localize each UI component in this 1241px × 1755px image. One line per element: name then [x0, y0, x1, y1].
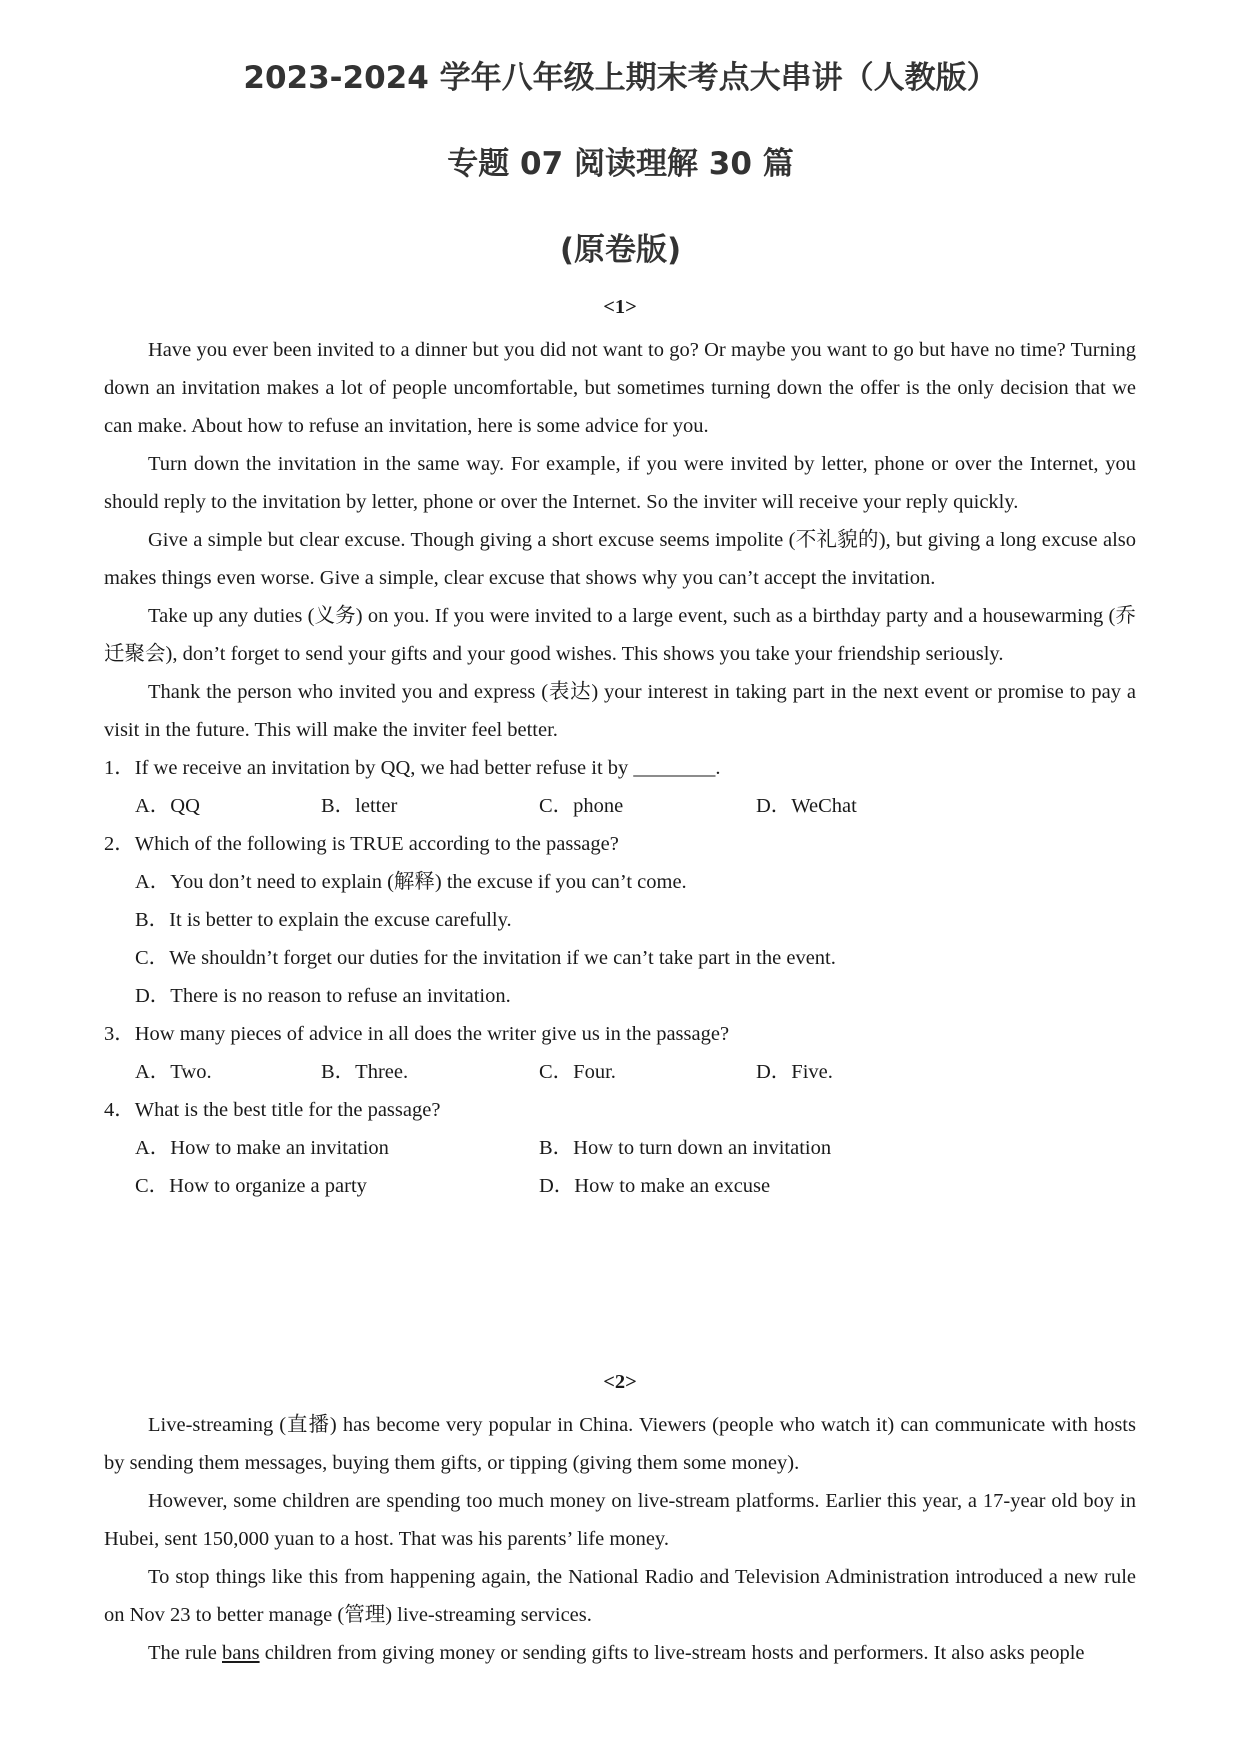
option-c: C．Four. [539, 1061, 616, 1083]
question-3 [104, 1015, 1136, 1091]
option-d: D．WeChat [756, 795, 857, 817]
question-2 [104, 825, 1136, 1015]
paragraph-text: The rule [148, 1642, 222, 1664]
passage-1-section [104, 288, 1136, 1205]
option-d: D．How to make an excuse [539, 1175, 771, 1197]
option-a: A．How to make an invitation [135, 1137, 389, 1159]
passage-2-paragraph: Live-streaming (直播) has become very popular in China. Viewers (people who watch it) can communicate with hosts by sending them messages, buying them gifts, or tipping (giving them some money). [104, 1414, 1136, 1474]
option-a: A．You don’t need to explain (解释) the excuse if you can’t come. [135, 871, 687, 893]
passage-2-section [104, 1363, 1136, 1672]
passage-2-paragraph: To stop things like this from happening again, the National Radio and Television Administration introduced a new rule on Nov 23 to better manage (管理) live-streaming services. [104, 1566, 1136, 1626]
question-options-row-2 [104, 1167, 1136, 1205]
passage-2-paragraph: However, some children are spending too much money on live-stream platforms. Earlier this year, a 17-year old boy in Hubei, sent 150,000 yuan to a host. That was his parents’ life money. [104, 1490, 1136, 1550]
option-b: B．It is better to explain the excuse carefully. [135, 909, 512, 931]
question-4 [104, 1091, 1136, 1205]
document-subtitle: 专题 07 阅读理解 30 篇 [447, 146, 794, 182]
option-d: D．Five. [756, 1061, 833, 1083]
passage-2-heading: <2> [603, 1371, 637, 1393]
option-b: B．How to turn down an invitation [539, 1137, 832, 1159]
passage-1-paragraph: Thank the person who invited you and express (表达) your interest in taking part in the next event or promise to pay a visit in the future. This will make the inviter feel better. [104, 681, 1136, 741]
question-stem: 4．What is the best title for the passage? [104, 1099, 441, 1121]
passage-1-paragraph: Give a simple but clear excuse. Though giving a short excuse seems impolite (不礼貌的), but giving a long excuse also makes things even worse. Give a simple, clear excuse that shows why you can’t accept the invitation. [104, 529, 1136, 589]
question-options-row-1 [104, 1129, 1136, 1167]
question-1 [104, 749, 1136, 825]
paragraph-text: children from giving money or sending gifts to live-stream hosts and performers. It also asks people [259, 1642, 1085, 1664]
question-options [104, 1053, 1136, 1091]
option-c: C．phone [539, 795, 624, 817]
option-d: D．There is no reason to refuse an invitation. [135, 985, 511, 1007]
option-b: B．letter [321, 795, 398, 817]
option-c: C．How to organize a party [135, 1175, 367, 1197]
option-b: B．Three. [321, 1061, 409, 1083]
document-version-label: (原卷版) [559, 232, 682, 268]
option-c: C．We shouldn’t forget our duties for the invitation if we can’t take part in the event. [135, 947, 836, 969]
option-a: A．QQ [135, 795, 200, 817]
option-a: A．Two. [135, 1061, 212, 1083]
question-stem: 3．How many pieces of advice in all does the writer give us in the passage? [104, 1023, 730, 1045]
passage-1-paragraph: Turn down the invitation in the same way. For example, if you were invited by letter, phone or over the Internet, you should reply to the invitation by letter, phone or over the Internet. So the inviter will receive your reply quickly. [104, 453, 1136, 513]
passage-2-paragraph [104, 1634, 1136, 1672]
underlined-word: bans [222, 1642, 260, 1664]
document-title: 2023-2024 学年八年级上期末考点大串讲（人教版） [243, 60, 998, 96]
question-stem: 1．If we receive an invitation by QQ, we had better refuse it by ________. [104, 757, 721, 779]
question-options [104, 787, 1136, 825]
question-stem: 2．Which of the following is TRUE according to the passage? [104, 833, 619, 855]
passage-1-heading: <1> [603, 296, 637, 318]
passage-1-paragraph: Take up any duties (义务) on you. If you were invited to a large event, such as a birthday party and a housewarming (乔迁聚会), don’t forget to send your gifts and your good wishes. This shows you take your friendship seriously. [104, 605, 1136, 665]
passage-1-paragraph: Have you ever been invited to a dinner but you did not want to go? Or maybe you want to go but have no time? Turning down an invitation makes a lot of people uncomfortable, but sometimes turning down the offer is the only decision that we can make. About how to refuse an invitation, here is some advice for you. [104, 339, 1136, 437]
